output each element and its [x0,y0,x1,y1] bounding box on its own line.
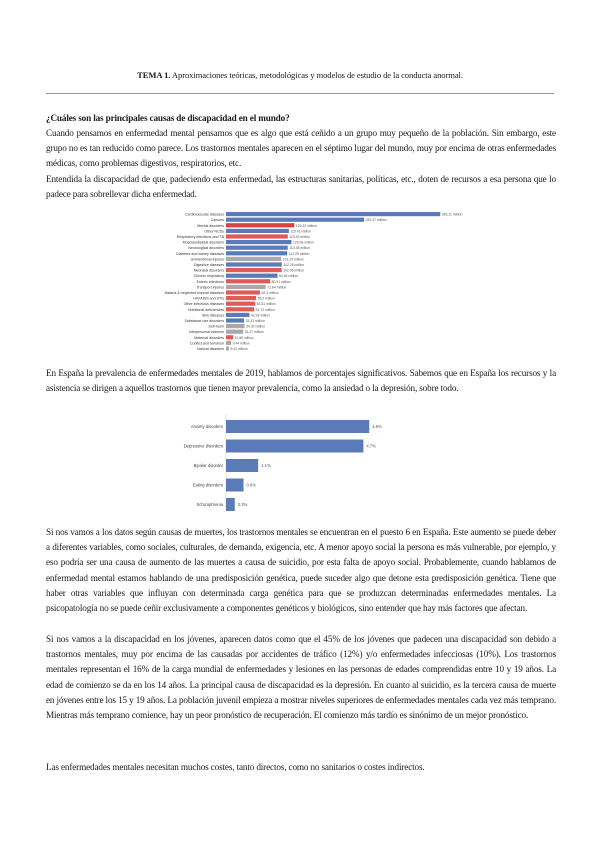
chart2-value-label: 0.6% [246,482,257,488]
chart1-value-label: 9.44 million [232,341,250,346]
chart1-value-label: 253.37 million [365,218,387,223]
chart2-bar [226,498,235,511]
chart1-bar [226,290,260,294]
chart1-value-label: 393.11 million [441,212,463,217]
chart2-bar [226,459,258,472]
section-title: ¿Cuáles son las principales causas de discapacidad en el mundo? [46,113,290,123]
chart2-category-label: Bipolar disorder [193,463,223,468]
chart1-value-label: 94.54 million [279,274,299,279]
chart1-bar [226,268,282,272]
chart2-value-label: 4.7% [366,443,376,449]
paragraph-3: En España la prevalencia de enfermedades mentales de 2019, hablamos de porcentajes significativos. Sabemos que en España los recursos y la asistencia se dirigen a aquellos trastornos que tienen mayor prevalencia, como la ansiedad o la depresión, sobre todo. [46,368,556,394]
chart1-value-label: 62.3 million [261,291,279,295]
chart1-category-label: Cardiovascular diseases [184,212,224,217]
chart1-category-label: Enteric infections [196,279,224,284]
chart1-bar [226,229,289,233]
chart1-bar [226,257,281,261]
chart2-value-label: 0.3% [237,502,248,507]
chart1-bar [226,307,254,311]
chart1-category-label: Neonatal disorders [193,268,224,273]
header-topic: TEMA 1. [137,70,171,80]
chart1-bar [226,262,282,266]
chart1-category-label: HIV/AIDS and STIs [193,296,224,301]
chart1-category-label: Interpersonal violence [188,330,224,335]
chart2-bar [226,479,244,492]
chart2-category-label: Schizophrenia [196,502,223,507]
chart1-value-label: 102.06 million [283,268,305,273]
chart1-bar [226,346,229,350]
chart1-category-label: Other infectious diseases [183,302,224,307]
chart1-bar [226,296,256,300]
chart1-bar [226,223,294,227]
chart1-value-label: 5.41 million [230,347,248,351]
chart1-bar [226,218,364,222]
header-divider [46,93,554,94]
chart1-bar [226,302,255,306]
chart1-category-label: Diabetes and kidney diseases [176,251,224,256]
paragraph-4: Si nos vamos a los datos según causas de muertes, los trastornos mentales se encuentran en el puesto 6 en España. Este aumento se puede deber a diferentes variables, como sociales, culturales, de demanda, exigencia, etc. A menor apoyo social la persona es más vulnerable, por ejemplo, y eso podría ser una causa de aumento de las muertes a causa de suicidio, por esta falta de apoyo social. Probablemente, cuando hablamos de enfermedad mental estamos hablando de una predisposición genética, puede suceder algo que detone esta predisposición genética. Tiene que haber otras variables que influyan con determinada carga genética para que se produzcan determinadas enfermedades mentales. La psicopatología no se puede ceñir exclusivamente a componentes genéticos y biológicos, sino entender que hay más factores que afectan. [46,527,556,614]
chart1-bar [226,274,278,278]
chart1-value-label: 55.2 million [257,296,275,301]
chart1-value-label: 33.33 million [245,319,265,323]
chart1-bar [226,246,288,250]
chart1-category-label: Other NCDs [204,229,224,234]
chart1-value-label: 53.51 million [256,302,276,307]
chart1-value-label: 113.43 million [289,235,310,239]
chart1-category-label: Conflict and terrorism [189,341,224,346]
chart1-category-label: Skin diseases [201,313,224,318]
chart1-category-label: Self-harm [208,324,224,329]
chart1-category-label: Maternal disorders [194,335,224,340]
chart-disability-causes [164,209,463,354]
chart1-bar [226,212,440,216]
chart1-bar [226,330,243,334]
chart1-value-label: 115.41 million [290,229,312,234]
chart1-category-label: Malaria & neglected tropical diseases [164,291,224,295]
paragraph-5: Si nos vamos a la discapacidad en los jóvenes, aparecen datos como que el 45% de los jóvenes que padecen una discapacidad son debido a trastornos mentales, muy por encima de las causadas por accidentes de tráfico (12%) y/o enfermedades infecciosas (10%). Los trastornos mentales representan el 16% de la carga mundial de enfermedades y lesiones en las personas de edades comprendidas entre 10 y 19 años. La edad de comienzo se da en los 14 años. La principal causa de discapacidad es la depresión. En cuanto al suicidio, es la tercera causa de muerte en jóvenes entre los 15 y 19 años. La población juvenil empieza a mostrar niveles superiores de enfermedades mentales cada vez más temprano. Mientras más temprano comience, hay un peor pronóstico de recuperación. El comienzo más tardío es sinónimo de un mejor pronóstico. [46,634,556,721]
chart1-value-label: 31.47 million [244,330,264,335]
chart1-category-label: Cancers [210,218,224,223]
chart1-value-label: 72.84 million [267,285,287,290]
chart1-value-label: 112.25 million [288,251,310,256]
chart-spain-prevalence-svg [160,412,440,512]
chart1-bar [226,285,266,289]
paragraph-1: Cuando pensamos en enfermedad mental pensamos que es algo que está ceñido a un grupo muy pequeño de la población. Sin embargo, este grupo no es tan reducido como parece. Los trastornos mentales aparecen en el séptimo lugar del mundo, muy por encima de otras enfermedades médicas, como problemas digestivos, respiratorios, etc. [46,128,556,169]
paragraph-2: Entendida la discapacidad de que, padeciendo esta enfermedad, las estructuras sanitarias, políticas, etc., doten de recursos a esa persona que lo padece para sobrellevar dicha enfermedad. [46,174,556,200]
chart1-value-label: 101.29 million [282,257,304,262]
chart1-bar [226,341,231,345]
chart1-value-label: 51.72 million [255,307,275,312]
chart1-value-label: 42.93 million [250,313,270,318]
chart1-category-label: Respiratory infections and TB [176,235,224,239]
chart1-bar [226,313,249,317]
chart-spain-prevalence [160,412,440,512]
chart1-category-label: Digestive diseases [194,263,224,267]
chart2-value-label: 1.1% [261,463,271,468]
chart1-category-label: Neurological disorders [188,246,224,251]
chart2-value-label: 4.9% [372,424,382,429]
chart1-category-label: Musculoskeletal disorders [182,240,224,245]
chart1-value-label: 34.02 million [246,324,266,329]
chart1-value-label: 12.88 million [234,335,254,340]
chart-disability-causes-svg [164,209,463,354]
chart1-value-label: 120.08 million [292,240,314,245]
chart1-bar [226,240,291,244]
chart1-bar [226,324,245,328]
chart1-category-label: Transport injuries [196,285,224,290]
paragraph-6: Las enfermedades mentales necesitan muchos costes, tanto directos, como no sanitarios o costes indirectos. [46,762,425,772]
chart2-category-label: Anxiety disorders [190,424,223,429]
chart1-category-label: Chronic respiratory [193,274,224,279]
chart1-value-label: 113.35 million [289,246,310,251]
chart1-value-label: 102.25 million [283,263,305,267]
chart1-bar [226,318,244,322]
chart1-category-label: Mental disorders [197,223,224,228]
chart1-category-label: Natural disasters [197,347,224,351]
header-title: Aproximaciones teóricas, metodológicas y modelos de estudio de la conducta anormal. [170,70,463,80]
chart2-category-label: Depressive disorders [183,443,223,449]
chart1-value-label: 80.91 million [271,279,291,284]
chart1-category-label: Substance use disorders [184,319,224,323]
chart1-bar [226,279,270,283]
chart1-category-label: Unintentional injuries [190,257,224,262]
chart1-bar [226,251,287,255]
chart1-category-label: Nutritional deficiencies [188,307,224,312]
chart2-bar [226,420,369,433]
chart1-value-label: 125.32 million [295,223,317,228]
chart1-bar [226,335,233,339]
document-header [46,70,554,80]
chart1-bar [226,234,288,238]
chart2-category-label: Eating disorders [192,482,223,488]
chart2-bar [226,440,363,453]
